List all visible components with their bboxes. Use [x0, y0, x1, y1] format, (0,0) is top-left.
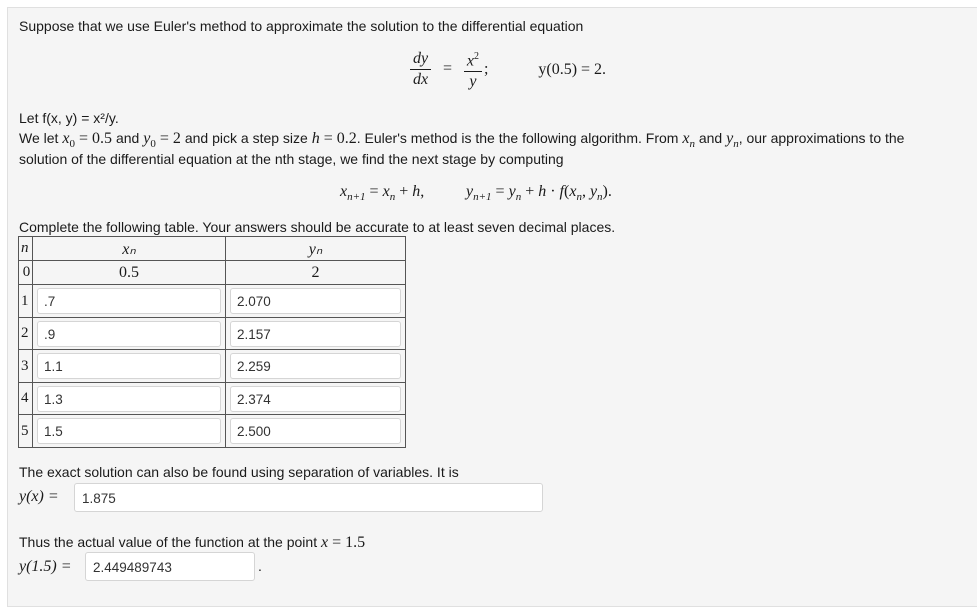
differential-equation: $\frac{dy}{dx}$ = $\frac{x^2}{y}$ ; y(0.5) = 2.	[408, 48, 606, 91]
row-n: 2	[19, 317, 33, 350]
row0-x: 0.5	[33, 261, 226, 285]
y4-input[interactable]: 2.374	[230, 386, 401, 412]
header-xn: xₙ	[33, 237, 226, 261]
let-values-text: We let $x_0 = 0.5$ and $y_0 = 2$ and pick a step size h = 0.2. Euler's method is the the following algorithm. From $x_n$ and $y_n$, our approximations to the	[19, 130, 905, 151]
x3-input[interactable]: 1.1	[37, 353, 221, 379]
row-n: 4	[19, 382, 33, 415]
intro-text: Suppose that we use Euler's method to approximate the solution to the differential equation	[19, 18, 584, 34]
exact-label: y(x) =	[19, 488, 59, 505]
euler-table	[18, 236, 406, 448]
exact-solution-input[interactable]: 1.875	[74, 483, 543, 512]
header-yn: yₙ	[226, 237, 406, 261]
x1-input[interactable]: .7	[37, 288, 221, 314]
actual-label: y(1.5) =	[19, 558, 72, 575]
exact-solution-text: The exact solution can also be found using separation of variables. It is	[19, 464, 459, 480]
x2-input[interactable]: .9	[37, 321, 221, 347]
x5-input[interactable]: 1.5	[37, 418, 221, 444]
row-n: 1	[19, 285, 33, 318]
x4-input[interactable]: 1.3	[37, 386, 221, 412]
row0-y: 2	[226, 261, 406, 285]
y2-input[interactable]: 2.157	[230, 321, 401, 347]
y5-input[interactable]: 2.500	[230, 418, 401, 444]
row0-n: 0	[19, 261, 33, 285]
row-n: 3	[19, 350, 33, 383]
algorithm-text: solution of the differential equation at the nth stage, we find the next stage by computing	[19, 151, 564, 167]
initial-condition: y(0.5) = 2.	[538, 60, 607, 78]
actual-value-input[interactable]: 2.449489743	[85, 552, 255, 581]
actual-value-text: Thus the actual value of the function at the point x = 1.5	[19, 534, 366, 551]
trailing-period: .	[258, 558, 262, 574]
euler-formula: $x_{n+1} = x_n + h$, $y_{n+1} = y_n + h \cdot f(x_n$, $y_n$).	[340, 183, 612, 204]
y3-input[interactable]: 2.259	[230, 353, 401, 379]
header-n: n	[19, 237, 33, 261]
let-f-text: Let f(x, y) = x²/y.	[19, 110, 119, 126]
y1-input[interactable]: 2.070	[230, 288, 401, 314]
row-n: 5	[19, 415, 33, 448]
table-instruction: Complete the following table. Your answers should be accurate to at least seven decimal places.	[19, 219, 616, 235]
